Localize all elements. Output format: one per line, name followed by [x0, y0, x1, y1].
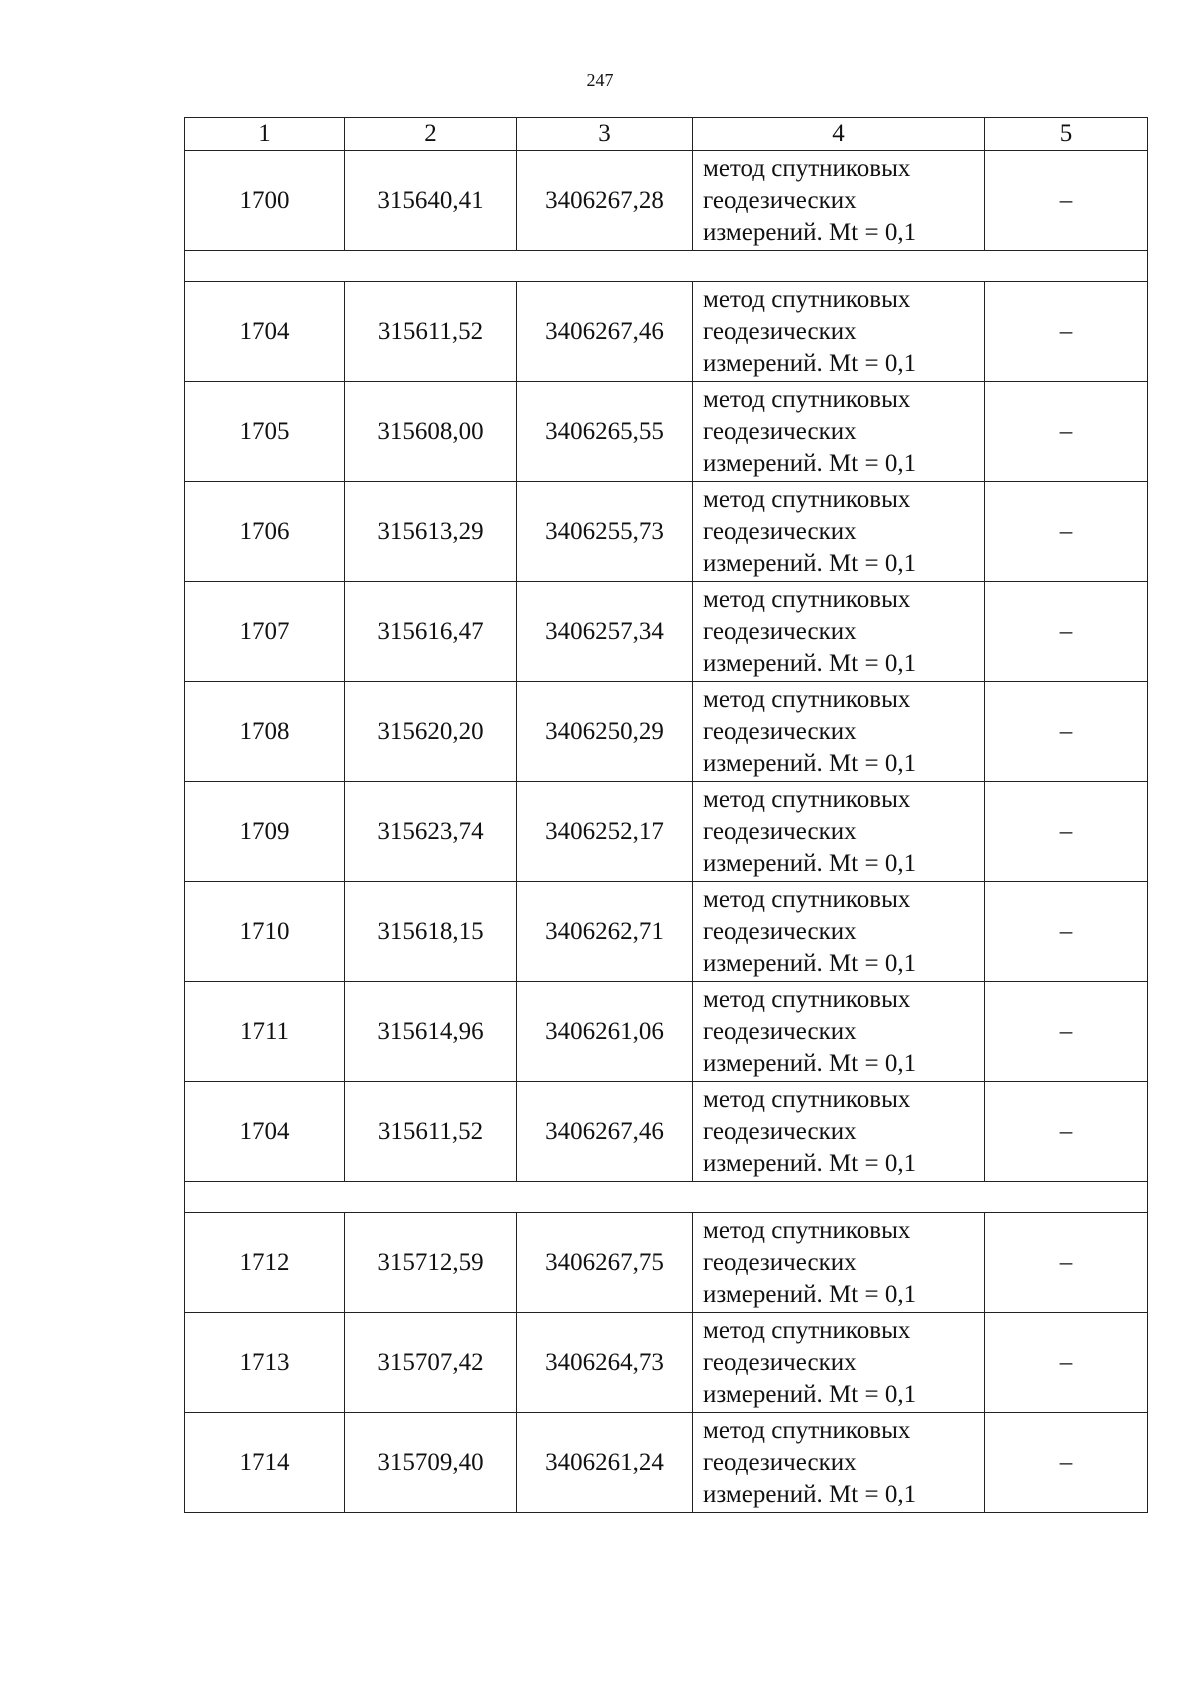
note-cell: –: [985, 782, 1148, 882]
table-row: [185, 582, 1148, 682]
method-description-line: геодезических: [703, 717, 857, 745]
method-description-line: метод спутниковых: [703, 685, 911, 713]
table-row: [185, 282, 1148, 382]
x-coordinate-cell: 315618,15: [345, 882, 517, 982]
method-description-line: измерений. Mt = 0,1: [703, 549, 917, 577]
method-description-line: измерений. Mt = 0,1: [703, 218, 917, 246]
method-description-cell: [693, 1213, 985, 1313]
method-description-cell: [693, 782, 985, 882]
method-description-cell: [693, 1082, 985, 1182]
method-description-line: измерений. Mt = 0,1: [703, 849, 917, 877]
method-description-line: геодезических: [703, 1348, 857, 1376]
method-description-line: измерений. Mt = 0,1: [703, 1049, 917, 1077]
method-description-line: геодезических: [703, 817, 857, 845]
point-number-cell: 1710: [185, 882, 345, 982]
table-row: [185, 382, 1148, 482]
note-cell: –: [985, 582, 1148, 682]
method-description-line: метод спутниковых: [703, 385, 911, 413]
note-cell: –: [985, 482, 1148, 582]
y-coordinate-cell: 3406267,46: [517, 1082, 693, 1182]
method-description-line: метод спутниковых: [703, 985, 911, 1013]
method-description-cell: [693, 682, 985, 782]
method-description-cell: [693, 482, 985, 582]
y-coordinate-cell: 3406257,34: [517, 582, 693, 682]
x-coordinate-cell: 315623,74: [345, 782, 517, 882]
contour-separator-row: [185, 1182, 1148, 1213]
contour-separator-cell: [185, 251, 1148, 282]
x-coordinate-cell: 315614,96: [345, 982, 517, 1082]
method-description-line: метод спутниковых: [703, 154, 911, 182]
column-number-cell: 3: [517, 118, 693, 151]
method-description-line: измерений. Mt = 0,1: [703, 949, 917, 977]
note-cell: –: [985, 282, 1148, 382]
method-description-cell: [693, 1313, 985, 1413]
y-coordinate-cell: 3406250,29: [517, 682, 693, 782]
table-row: [185, 882, 1148, 982]
method-description-cell: [693, 1413, 985, 1513]
y-coordinate-cell: 3406261,24: [517, 1413, 693, 1513]
table-row: [185, 682, 1148, 782]
point-number-cell: 1704: [185, 282, 345, 382]
method-description-line: геодезических: [703, 186, 857, 214]
method-description-line: геодезических: [703, 517, 857, 545]
method-description-line: измерений. Mt = 0,1: [703, 1280, 917, 1308]
point-number-cell: 1708: [185, 682, 345, 782]
x-coordinate-cell: 315611,52: [345, 1082, 517, 1182]
x-coordinate-cell: 315709,40: [345, 1413, 517, 1513]
table-row: [185, 1413, 1148, 1513]
method-description-line: метод спутниковых: [703, 1085, 911, 1113]
method-description-line: измерений. Mt = 0,1: [703, 749, 917, 777]
table-row: [185, 982, 1148, 1082]
y-coordinate-cell: 3406267,46: [517, 282, 693, 382]
method-description-cell: [693, 882, 985, 982]
x-coordinate-cell: 315712,59: [345, 1213, 517, 1313]
point-number-cell: 1706: [185, 482, 345, 582]
method-description-line: метод спутниковых: [703, 1316, 911, 1344]
method-description-line: метод спутниковых: [703, 485, 911, 513]
column-number-cell: 2: [345, 118, 517, 151]
note-cell: –: [985, 1082, 1148, 1182]
method-description-line: геодезических: [703, 1448, 857, 1476]
point-number-cell: 1712: [185, 1213, 345, 1313]
method-description-line: геодезических: [703, 1017, 857, 1045]
method-description-line: метод спутниковых: [703, 1216, 911, 1244]
table-body: [185, 118, 1148, 1513]
contour-separator-cell: [185, 1182, 1148, 1213]
method-description-line: геодезических: [703, 417, 857, 445]
method-description-line: измерений. Mt = 0,1: [703, 649, 917, 677]
method-description-line: геодезических: [703, 1248, 857, 1276]
coordinates-table: [184, 117, 1148, 1513]
method-description-line: метод спутниковых: [703, 585, 911, 613]
x-coordinate-cell: 315620,20: [345, 682, 517, 782]
table-row: [185, 1313, 1148, 1413]
table-row: [185, 482, 1148, 582]
point-number-cell: 1714: [185, 1413, 345, 1513]
point-number-cell: 1700: [185, 151, 345, 251]
x-coordinate-cell: 315640,41: [345, 151, 517, 251]
note-cell: –: [985, 1213, 1148, 1313]
table-row: [185, 151, 1148, 251]
x-coordinate-cell: 315608,00: [345, 382, 517, 482]
y-coordinate-cell: 3406255,73: [517, 482, 693, 582]
x-coordinate-cell: 315707,42: [345, 1313, 517, 1413]
method-description-line: измерений. Mt = 0,1: [703, 449, 917, 477]
column-number-cell: 1: [185, 118, 345, 151]
y-coordinate-cell: 3406267,28: [517, 151, 693, 251]
method-description-line: метод спутниковых: [703, 785, 911, 813]
method-description-cell: [693, 582, 985, 682]
y-coordinate-cell: 3406262,71: [517, 882, 693, 982]
method-description-line: геодезических: [703, 917, 857, 945]
note-cell: –: [985, 982, 1148, 1082]
y-coordinate-cell: 3406252,17: [517, 782, 693, 882]
method-description-line: метод спутниковых: [703, 285, 911, 313]
y-coordinate-cell: 3406264,73: [517, 1313, 693, 1413]
page-number: 247: [586, 70, 614, 90]
method-description-line: геодезических: [703, 1117, 857, 1145]
table-row: [185, 1213, 1148, 1313]
y-coordinate-cell: 3406265,55: [517, 382, 693, 482]
method-description-line: измерений. Mt = 0,1: [703, 1380, 917, 1408]
table-row: [185, 1082, 1148, 1182]
column-number-cell: 5: [985, 118, 1148, 151]
method-description-line: метод спутниковых: [703, 885, 911, 913]
method-description-line: измерений. Mt = 0,1: [703, 349, 917, 377]
point-number-cell: 1707: [185, 582, 345, 682]
column-number-row: [185, 118, 1148, 151]
method-description-line: измерений. Mt = 0,1: [703, 1480, 917, 1508]
method-description-cell: [693, 382, 985, 482]
y-coordinate-cell: 3406261,06: [517, 982, 693, 1082]
point-number-cell: 1709: [185, 782, 345, 882]
x-coordinate-cell: 315611,52: [345, 282, 517, 382]
point-number-cell: 1705: [185, 382, 345, 482]
method-description-cell: [693, 151, 985, 251]
note-cell: –: [985, 151, 1148, 251]
point-number-cell: 1713: [185, 1313, 345, 1413]
method-description-line: геодезических: [703, 317, 857, 345]
contour-separator-row: [185, 251, 1148, 282]
method-description-line: измерений. Mt = 0,1: [703, 1149, 917, 1177]
method-description-line: метод спутниковых: [703, 1416, 911, 1444]
point-number-cell: 1704: [185, 1082, 345, 1182]
point-number-cell: 1711: [185, 982, 345, 1082]
note-cell: –: [985, 1313, 1148, 1413]
note-cell: –: [985, 382, 1148, 482]
method-description-line: геодезических: [703, 617, 857, 645]
x-coordinate-cell: 315616,47: [345, 582, 517, 682]
note-cell: –: [985, 882, 1148, 982]
method-description-cell: [693, 982, 985, 1082]
column-number-cell: 4: [693, 118, 985, 151]
note-cell: –: [985, 682, 1148, 782]
table-row: [185, 782, 1148, 882]
y-coordinate-cell: 3406267,75: [517, 1213, 693, 1313]
x-coordinate-cell: 315613,29: [345, 482, 517, 582]
method-description-cell: [693, 282, 985, 382]
note-cell: –: [985, 1413, 1148, 1513]
